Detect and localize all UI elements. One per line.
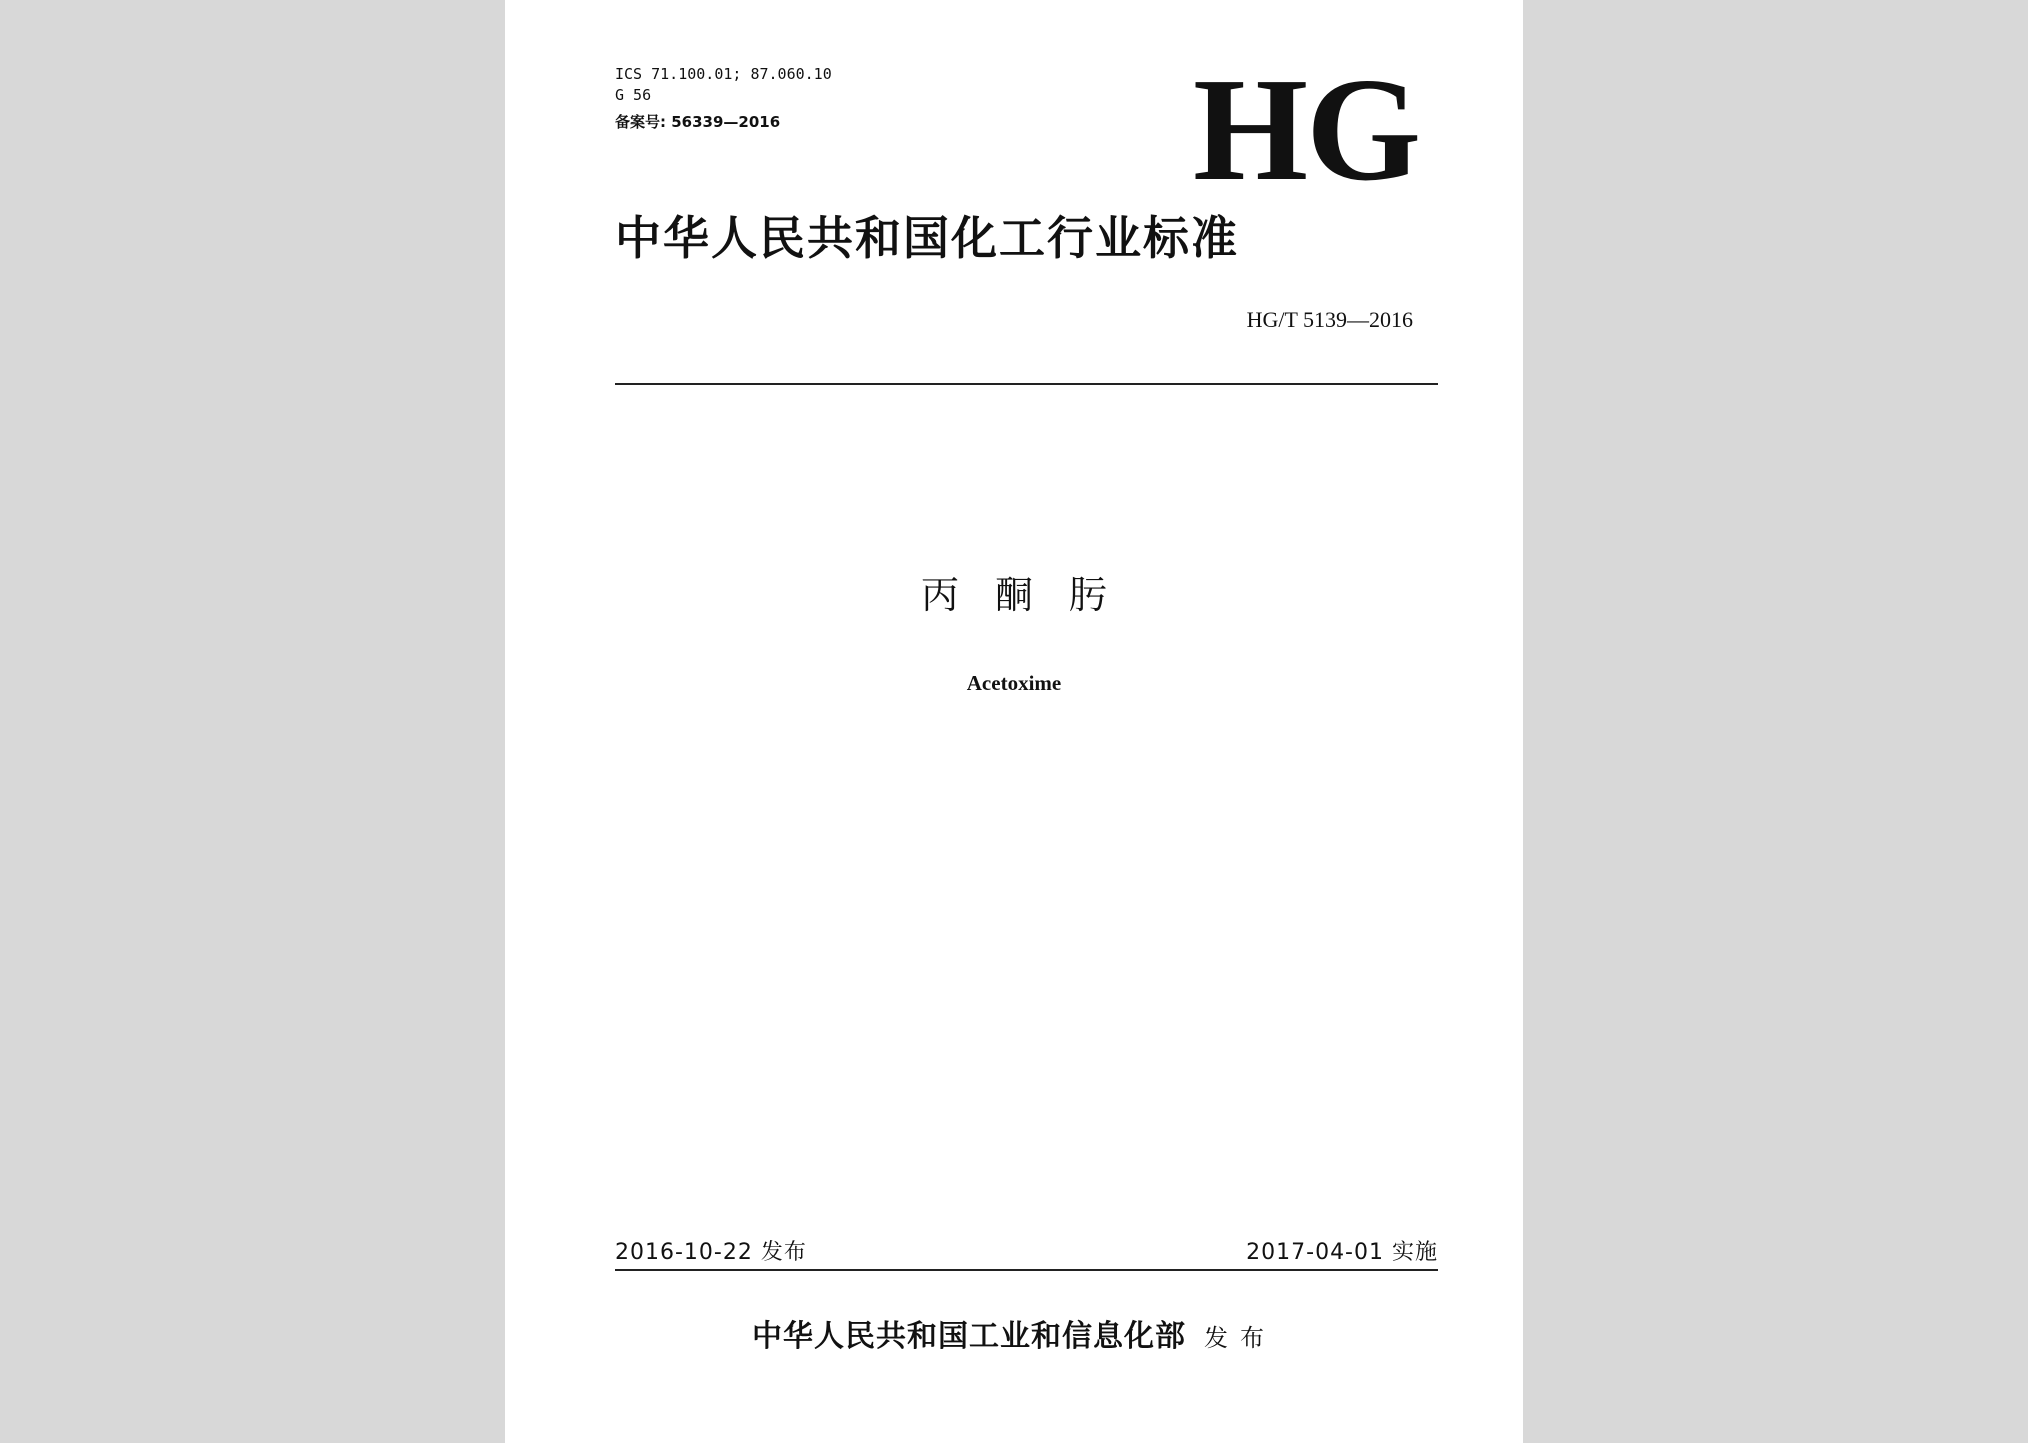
document-page <box>505 0 1523 1443</box>
publisher-organization: 中华人民共和国工业和信息化部 <box>752 1319 1186 1354</box>
ccs-code: G 56 <box>615 86 652 104</box>
top-divider <box>615 383 1438 385</box>
hg-logo-mark: HG <box>1193 48 1420 212</box>
implementation-date: 2017-04-01 实施 <box>1246 1240 1438 1265</box>
publish-action: 发布 <box>1204 1324 1276 1352</box>
record-number: 备案号: 56339—2016 <box>615 113 781 131</box>
ics-code: ICS 71.100.01; 87.060.10 <box>615 65 832 83</box>
issue-date: 2016-10-22 发布 <box>615 1240 807 1265</box>
publisher-line <box>505 1318 1523 1357</box>
standard-number: HG/T 5139—2016 <box>1246 307 1413 332</box>
bottom-divider <box>615 1269 1438 1271</box>
product-name-english: Acetoxime <box>966 671 1062 695</box>
product-name-chinese: 丙酮肟 <box>920 573 1143 617</box>
standard-type-title: 中华人民共和国化工行业标准 <box>615 211 1239 265</box>
